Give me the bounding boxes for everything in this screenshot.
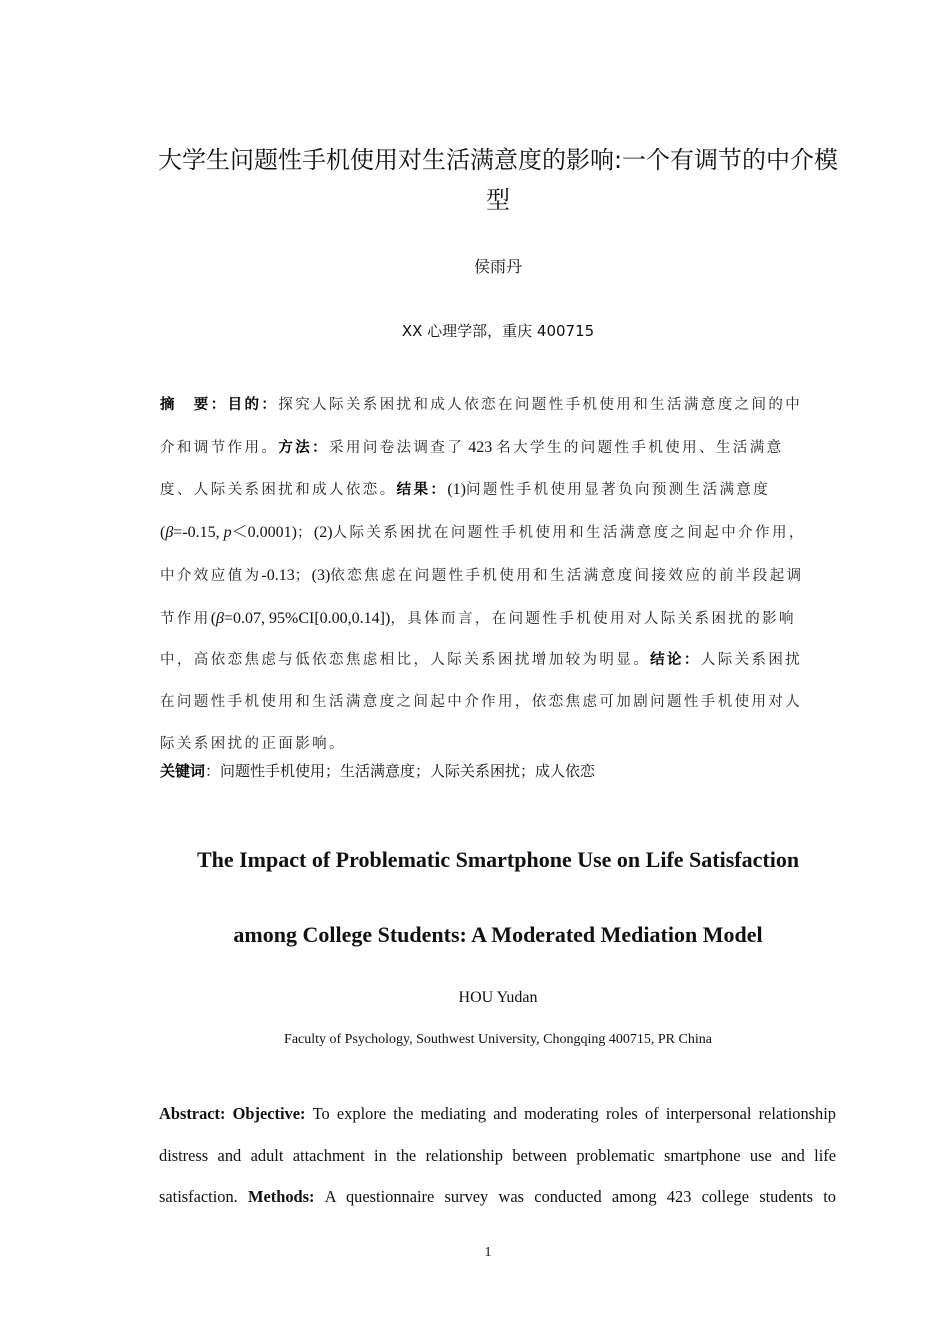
english-author: HOU Yudan bbox=[458, 989, 538, 1006]
objective-label: Objective: bbox=[232, 1104, 313, 1123]
english-title bbox=[150, 822, 846, 972]
result-1-stat: (β=-0.15, p＜0.0001) bbox=[160, 524, 297, 542]
abstract-label: 摘 要： bbox=[160, 397, 228, 413]
chinese-title: 大学生问题性手机使用对生活满意度的影响:一个有调节的中介模型 bbox=[157, 146, 839, 214]
chinese-affiliation: XX 心理学部，重庆 400715 bbox=[401, 322, 595, 340]
result-3-tag: (3) bbox=[311, 566, 331, 584]
english-abstract bbox=[159, 1093, 836, 1218]
objective-text: 探究人际关系困扰和成人依恋在问题性手机使用和生活满意度之间的中介和调节作用。 bbox=[160, 397, 803, 456]
objective-text: To explore the mediating and moderating roles of interpersonal relationship distress and adult attachment in the relationship between problematic smartphone use and life satisfaction. bbox=[159, 1104, 836, 1207]
sample-size: 423 bbox=[464, 438, 497, 456]
conclusion-label: 结论： bbox=[650, 652, 701, 669]
result-3-stat: (β=0.07, 95%CI[0.00,0.14]) bbox=[210, 609, 391, 627]
page-number: 1 bbox=[484, 1245, 492, 1260]
english-title-line-2: among College Students: A Moderated Mediation Model bbox=[233, 922, 763, 947]
keywords-label: 关键词 bbox=[160, 762, 206, 780]
result-2-text: 人际关系困扰在问题性手机使用和生活满意度之间起中介作用，中介效应值为 bbox=[160, 525, 806, 584]
result-3-detail: ，具体而言，在问题性手机使用对人际关系困扰的影响中，高依恋焦虑与低依恋焦虑相比，人际关系困扰增加较为明显。 bbox=[160, 610, 796, 669]
mediation-effect-value: -0.13 bbox=[261, 566, 295, 584]
keywords-list: ：问题性手机使用；生活满意度；人际关系困扰；成人依恋 bbox=[205, 762, 596, 780]
result-1-text: 问题性手机使用显著负向预测生活满意度 bbox=[465, 482, 771, 499]
chinese-abstract bbox=[160, 385, 808, 765]
result-2-tag: (2) bbox=[313, 524, 333, 542]
objective-label: 目的： bbox=[227, 397, 279, 413]
p-symbol: p bbox=[223, 524, 232, 542]
methods-text-a: 采用问卷法调查了 bbox=[329, 439, 465, 456]
methods-label: 方法： bbox=[278, 439, 330, 456]
methods-text-b: 名大学生的问题性手机使用、生活满意度、人际关系困扰和成人依恋。 bbox=[160, 439, 784, 499]
methods-label: Methods: bbox=[248, 1187, 325, 1207]
english-affiliation: Faculty of Psychology, Southwest University, Chongqing 400715, PR China bbox=[284, 1032, 712, 1047]
beta-symbol: β bbox=[165, 524, 174, 542]
conclusion-text: 人际关系困扰在问题性手机使用和生活满意度之间起中介作用，依恋焦虑可加剧问题性手机使用对人际关系困扰的正面影响。 bbox=[160, 652, 803, 752]
english-title-line-1: The Impact of Problematic Smartphone Use on Life Satisfaction bbox=[196, 847, 800, 872]
methods-text: A questionnaire survey was conducted among 423 college students to bbox=[324, 1187, 837, 1207]
separator: ； bbox=[297, 525, 314, 542]
separator: ； bbox=[294, 567, 312, 584]
abstract-label: Abstract: bbox=[159, 1104, 233, 1123]
results-label: 结果： bbox=[396, 482, 448, 499]
beta-symbol: β bbox=[216, 609, 224, 627]
chinese-author: 侯雨丹 bbox=[473, 257, 522, 276]
result-1-tag: (1) bbox=[447, 481, 466, 499]
result-3-text: 依恋焦虑在问题性手机使用和生活满意度间接效应的前半段起调节作用 bbox=[160, 567, 804, 627]
chinese-keywords bbox=[160, 760, 820, 781]
